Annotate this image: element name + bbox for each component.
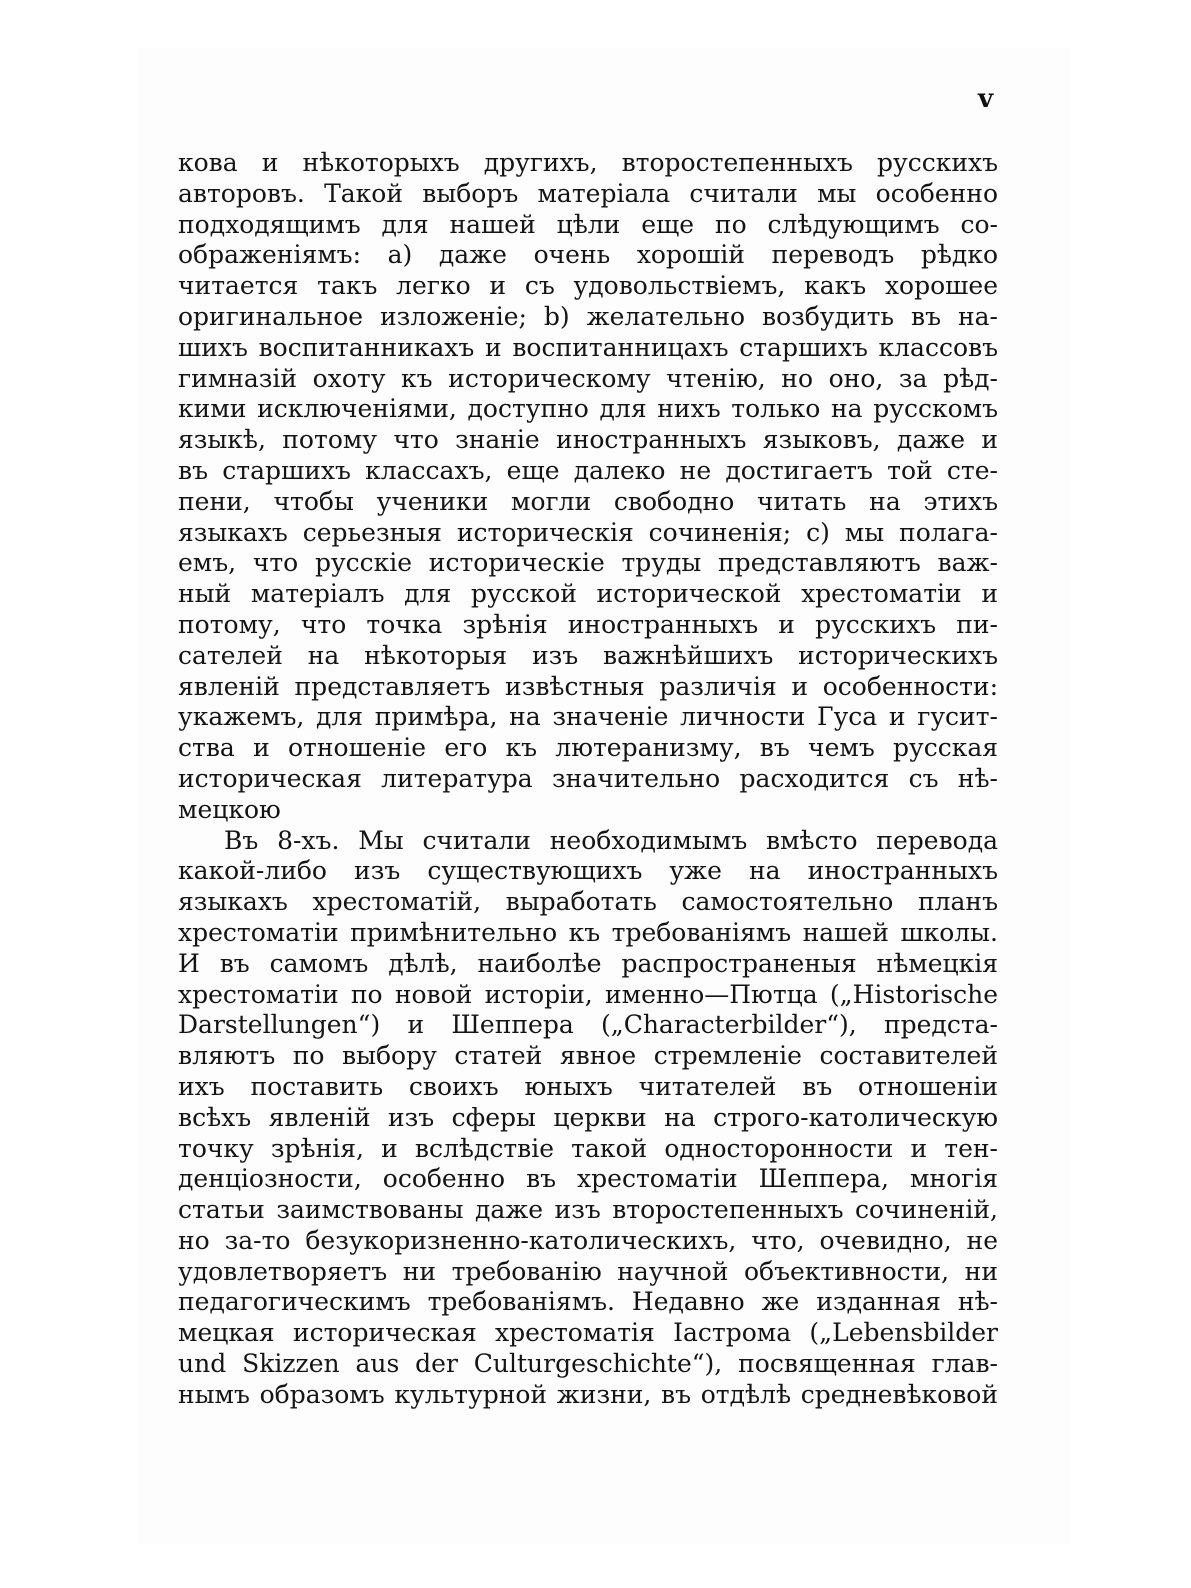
text-line: мецкая историческая хрестоматія Іастрома („Lebensbilder	[178, 1318, 998, 1348]
text-line: ображеніямъ: а) даже очень хорошій переводъ рѣдко	[178, 240, 998, 270]
text-line: педагогическимъ требованіямъ. Недавно же изданная нѣ-	[178, 1287, 998, 1317]
text-line: языкахъ хрестоматій, выработать самостоятельно планъ	[178, 887, 998, 917]
text-line: въ старшихъ классахъ, еще далеко не достигаетъ той сте-	[178, 455, 998, 485]
text-line: явленій представляетъ извѣстныя различія и особенности:	[178, 671, 998, 701]
text-line: нымъ образомъ культурной жизни, въ отдѣлѣ средневѣковой	[178, 1379, 998, 1409]
text-line: хрестоматіи примѣнительно къ требованіямъ нашей школы.	[178, 917, 998, 947]
text-line: Въ 8-хъ. Мы считали необходимымъ вмѣсто перевода	[224, 825, 998, 855]
text-line: статьи заимствованы даже изъ второстепенныхъ сочиненій,	[178, 1195, 998, 1225]
text-line: ный матеріалъ для русской исторической хрестоматіи и	[178, 579, 998, 609]
text-line: языкахъ серьезныя историческія сочиненія; с) мы полага-	[178, 517, 998, 547]
text-line: укажемъ, для примѣра, на значеніе личности Гуса и гусит-	[178, 702, 998, 732]
text-line: историческая литература значительно расходится съ нѣ-	[178, 763, 998, 793]
text-line: вляютъ по выбору статей явное стремленіе составителей	[178, 1041, 998, 1071]
text-line: денціозности, особенно въ хрестоматіи Шеппера, многія	[178, 1164, 998, 1194]
text-line: оригинальное изложеніе; b) желательно возбудить въ на-	[178, 301, 998, 331]
body-text	[178, 148, 998, 1411]
text-line: кова и нѣкоторыхъ другихъ, второстепенныхъ русскихъ	[178, 148, 998, 177]
text-line: Darstellungen“) и Шеппера („Characterbilder“), предста-	[178, 1010, 998, 1040]
text-line: авторовъ. Такой выборъ матеріала считали мы особенно	[178, 178, 998, 208]
text-line: пени, чтобы ученики могли свободно читать на этихъ	[178, 486, 998, 516]
text-line: И въ самомъ дѣлѣ, наиболѣе распространеныя нѣмецкія	[178, 948, 998, 978]
text-line: ства и отношеніе его къ лютеранизму, въ чемъ русская	[178, 733, 998, 763]
paragraph-1	[178, 148, 998, 826]
page-number: v	[978, 84, 994, 114]
text-line: хрестоматіи по новой исторіи, именно—Пютца („Historische	[178, 979, 998, 1009]
text-line: шихъ воспитанникахъ и воспитанницахъ старшихъ классовъ	[178, 332, 998, 362]
text-line: всѣхъ явленій изъ сферы церкви на строго-католическую	[178, 1102, 998, 1132]
text-line: но за-то безукоризненно-католическихъ, что, очевидно, не	[178, 1225, 998, 1255]
text-line: гимназій охоту къ историческому чтенію, но оно, за рѣд-	[178, 363, 998, 393]
text-line: сателей на нѣкоторыя изъ важнѣйшихъ историческихъ	[178, 640, 998, 670]
text-line: читается такъ легко и съ удовольствіемъ, какъ хорошее	[178, 271, 998, 301]
text-line: мецкою	[178, 794, 281, 824]
text-line: потому, что точка зрѣнія иностранныхъ и русскихъ пи-	[178, 609, 998, 639]
text-line: какой-либо изъ существующихъ уже на иностранныхъ	[178, 856, 998, 886]
paragraph-2	[178, 826, 998, 1411]
text-line: und Skizzen aus der Culturgeschichte“), посвященная глав-	[178, 1349, 998, 1379]
text-line: кими исключеніями, доступно для нихъ только на русскомъ	[178, 394, 998, 424]
text-line: ихъ поставить своихъ юныхъ читателей въ отношеніи	[178, 1071, 998, 1101]
text-line: подходящимъ для нашей цѣли еще по слѣдующимъ со-	[178, 209, 998, 239]
text-line: языкѣ, потому что знаніе иностранныхъ языковъ, даже и	[178, 425, 998, 455]
text-line: удовлетворяетъ ни требованію научной объективности, ни	[178, 1256, 998, 1286]
text-line: точку зрѣнія, и вслѣдствіе такой односторонности и тен-	[178, 1133, 998, 1163]
text-line: емъ, что русскіе историческіе труды представляютъ важ-	[178, 548, 998, 578]
